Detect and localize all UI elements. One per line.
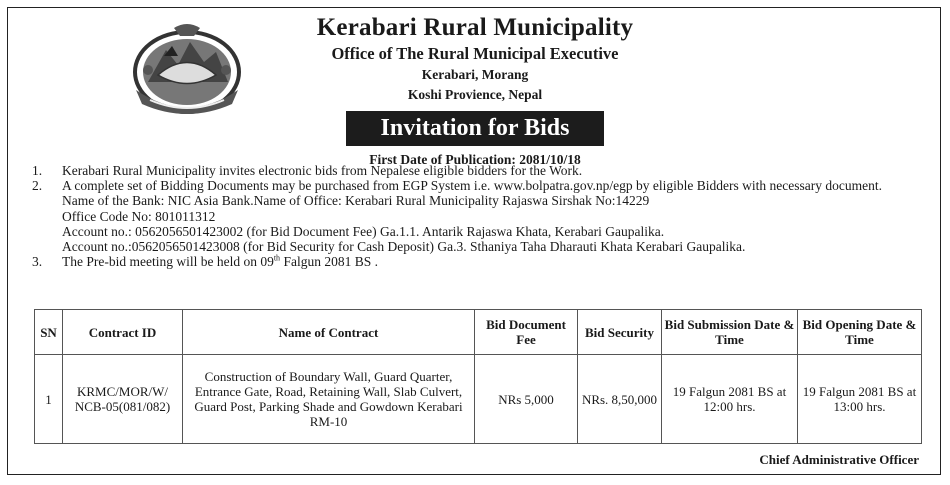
col-header-doc-fee: Bid Document Fee bbox=[475, 310, 578, 355]
cell-contract-id: KRMC/MOR/W/ NCB-05(081/082) bbox=[63, 355, 183, 444]
office-name: Office of The Rural Municipal Executive bbox=[331, 44, 619, 63]
list-item bbox=[32, 178, 927, 193]
publication-date: First Date of Publication: 2081/10/18 bbox=[369, 152, 581, 167]
cell-contract-name: Construction of Boundary Wall, Guard Quarter, Entrance Gate, Road, Retaining Wall, Slab Culvert, Guard Post, Parking Shade and Gowdown Kerabari RM-10 bbox=[183, 355, 475, 444]
account-fee-line: Account no.: 0562056501423002 (for Bid Document Fee) Ga.1.1. Antarik Rajaswa Khata, Kerabari Gaupalika. bbox=[62, 223, 665, 239]
item-text bbox=[62, 254, 927, 269]
prebid-text: The Pre-bid meeting will be held on 09 bbox=[62, 254, 274, 270]
address-line-2: Koshi Provience, Nepal bbox=[407, 87, 543, 102]
notice-title: Invitation for Bids bbox=[346, 111, 604, 146]
signature: Chief Administrative Officer bbox=[759, 452, 919, 467]
account-security-line: Account no.:0562056501423008 (for Bid Security for Cash Deposit) Ga.3. Sthaniya Taha Dharauti Khata Kerabari Gaupalika. bbox=[62, 239, 746, 255]
prebid-text-end: Falgun 2081 BS . bbox=[280, 254, 378, 270]
office-code-line: Office Code No: 801011312 bbox=[62, 208, 216, 224]
org-name: Kerabari Rural Municipality bbox=[316, 14, 634, 41]
cell-opening: 19 Falgun 2081 BS at 13:00 hrs. bbox=[798, 355, 922, 444]
item-number: 2. bbox=[32, 178, 43, 194]
cell-bid-security: NRs. 8,50,000 bbox=[578, 355, 662, 444]
col-header-sn: SN bbox=[35, 310, 63, 355]
notice-items bbox=[32, 163, 927, 269]
table-header-row bbox=[35, 310, 922, 355]
col-header-contract-name: Name of Contract bbox=[183, 310, 475, 355]
ordinal-suffix: th bbox=[273, 253, 281, 263]
cell-submission: 19 Falgun 2081 BS at 12:00 hrs. bbox=[662, 355, 798, 444]
table-row bbox=[35, 355, 922, 444]
cell-doc-fee: NRs 5,000 bbox=[475, 355, 578, 444]
item-text: A complete set of Bidding Documents may be purchased from EGP System i.e. www.bolpatra.gov.np/egp by eligible Bidders with necessary document. bbox=[62, 178, 882, 194]
col-header-contract-id: Contract ID bbox=[63, 310, 183, 355]
cell-sn: 1 bbox=[35, 355, 63, 444]
col-header-bid-security: Bid Security bbox=[578, 310, 662, 355]
bank-name-line: Name of the Bank: NIC Asia Bank.Name of Office: Kerabari Rural Municipality Rajaswa Sirshak No:14229 bbox=[62, 193, 650, 209]
list-item bbox=[32, 254, 927, 269]
list-item bbox=[32, 163, 927, 178]
address-line-1: Kerabari, Morang bbox=[421, 67, 529, 82]
item-text: Kerabari Rural Municipality invites electronic bids from Nepalese eligible bidders for the Work. bbox=[62, 163, 583, 178]
col-header-submission: Bid Submission Date & Time bbox=[662, 310, 798, 355]
item-number: 3. bbox=[32, 254, 43, 270]
col-header-opening: Bid Opening Date & Time bbox=[798, 310, 922, 355]
item-number: 1. bbox=[32, 163, 43, 178]
bids-table bbox=[34, 309, 922, 444]
